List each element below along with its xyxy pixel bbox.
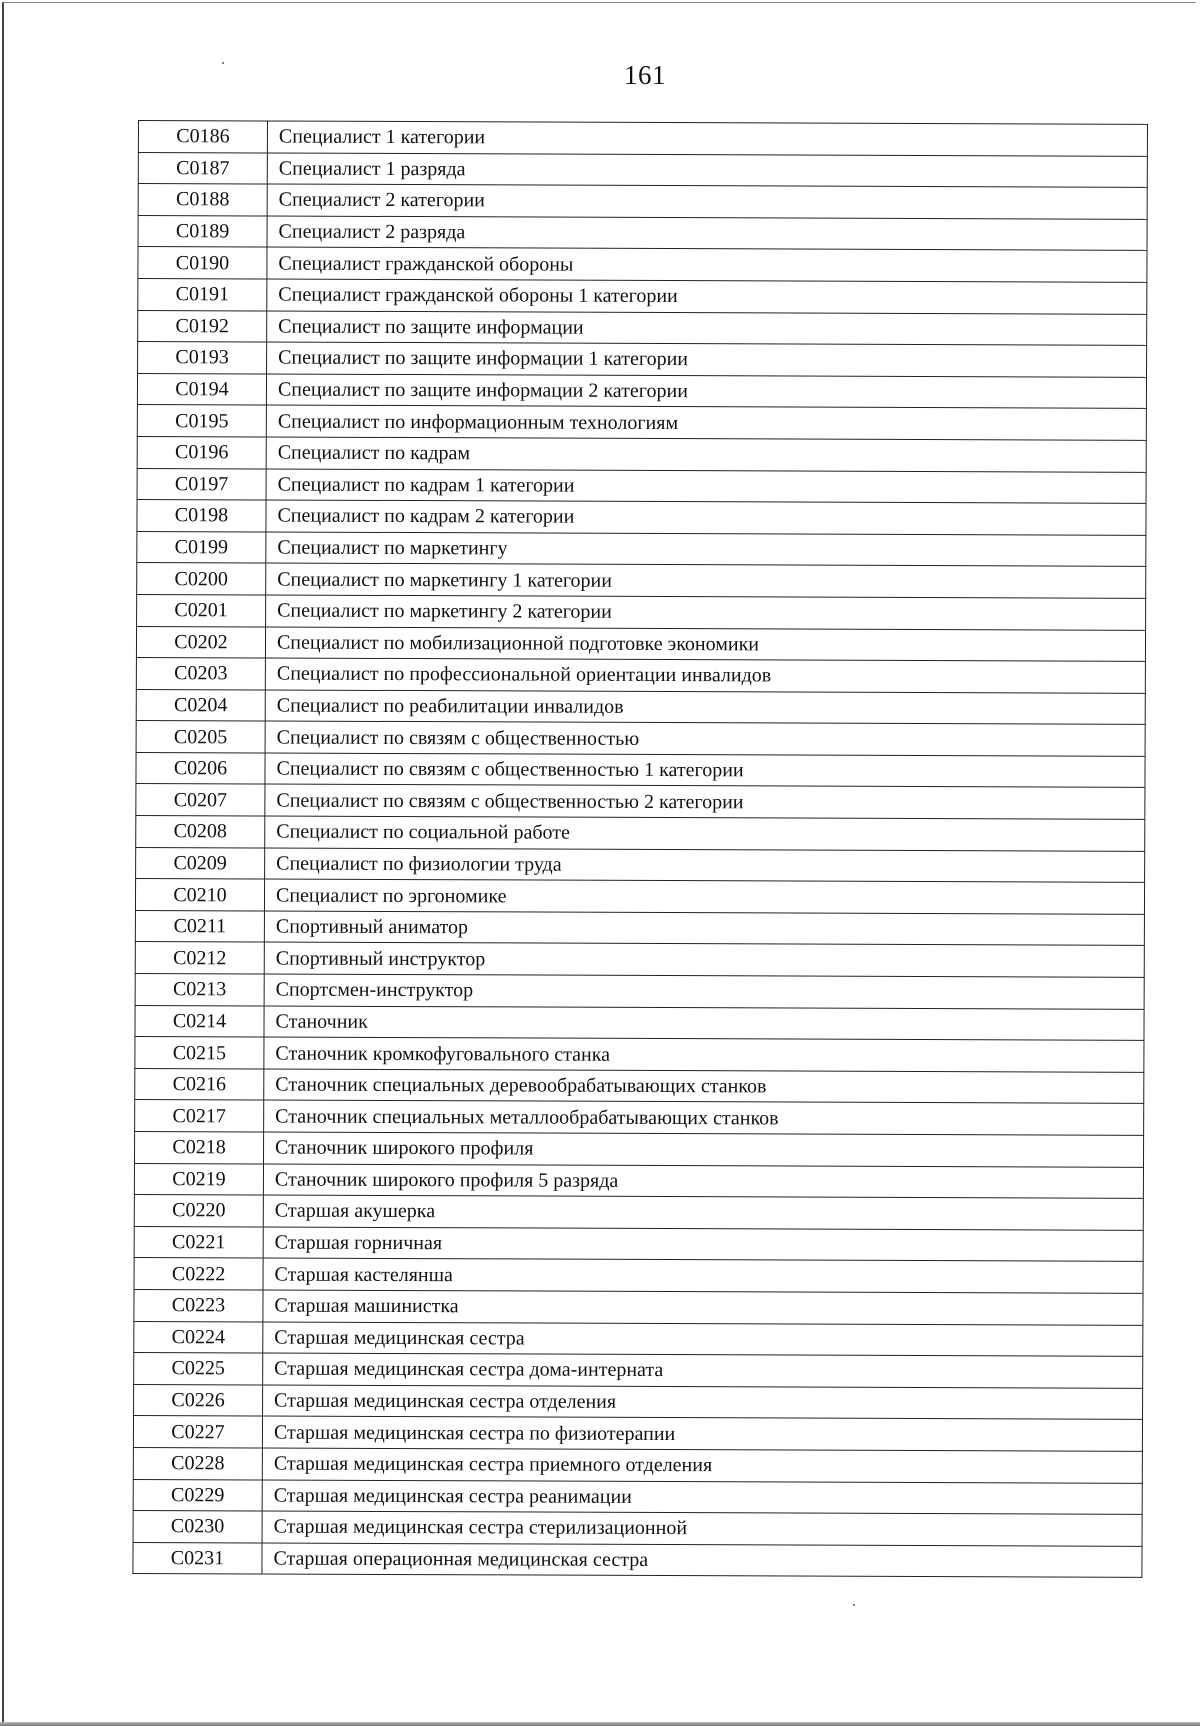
code-cell: C0210 [135,879,264,911]
table-row [138,121,1147,156]
table-row [136,847,1145,882]
profession-name-cell: Спортивный инструктор [264,942,1144,977]
table-row [137,405,1146,440]
profession-name-cell: Специалист по мобилизационной подготовке экономики [265,626,1145,661]
profession-name-cell: Станочник [264,1006,1144,1041]
code-cell: C0223 [134,1289,263,1321]
code-cell: C0215 [135,1037,264,1069]
profession-name-cell: Станочник специальных деревообрабатывающих станков [264,1069,1144,1104]
code-cell: C0230 [133,1511,262,1543]
code-cell: C0202 [136,626,265,658]
page-bottom-edge [0,1722,1200,1726]
code-cell: C0213 [135,974,264,1006]
table-row [134,1163,1143,1198]
code-cell: C0209 [136,847,265,879]
profession-name-cell: Специалист по информационным технологиям [266,405,1146,440]
profession-name-cell: Старшая акушерка [263,1195,1143,1230]
profession-name-cell: Специалист по социальной работе [265,816,1145,851]
profession-name-cell: Станочник широкого профиля 5 разряда [263,1164,1143,1199]
table-row [138,247,1147,282]
code-cell: C0201 [137,594,266,626]
table-row [135,974,1144,1009]
code-cell: C0217 [135,1100,264,1132]
profession-name-cell: Специалист по физиологии труда [265,848,1145,883]
profession-name-cell: Специалист по маркетингу [266,532,1146,567]
code-cell: C0221 [134,1226,263,1258]
profession-name-cell: Специалист по связям с общественностью 1 категории [265,753,1145,788]
code-cell: C0216 [135,1068,264,1100]
table-row [137,468,1146,503]
table-row [137,594,1146,629]
profession-name-cell: Спортивный аниматор [264,911,1144,946]
profession-name-cell: Специалист по профессиональной ориентации инвалидов [265,658,1145,693]
profession-name-cell: Старшая медицинская сестра [263,1322,1143,1357]
profession-name-cell: Старшая медицинская сестра стерилизационной [262,1511,1142,1546]
table-row [133,1542,1142,1577]
profession-name-cell: Старшая медицинская сестра дома-интерната [263,1353,1143,1388]
table-row [134,1384,1143,1419]
code-cell: C0219 [134,1163,263,1195]
code-cell: C0228 [133,1447,262,1479]
code-cell: C0198 [137,500,266,532]
code-cell: C0231 [133,1542,262,1574]
profession-name-cell: Старшая медицинская сестра по физиотерапии [262,1416,1142,1451]
table-row [135,942,1144,977]
code-cell: C0203 [136,658,265,690]
code-cell: C0190 [138,247,267,279]
profession-name-cell: Специалист гражданской обороны [267,247,1147,282]
table-row [133,1416,1142,1451]
code-cell: C0187 [138,152,267,184]
code-cell: C0220 [134,1195,263,1227]
profession-name-cell: Специалист по кадрам 2 категории [266,500,1146,535]
table-row [135,1005,1144,1040]
code-cell: C0196 [137,436,266,468]
code-cell: C0224 [134,1321,263,1353]
table-row [134,1321,1143,1356]
table-row [137,373,1146,408]
table-row [136,784,1145,819]
code-cell: C0218 [134,1131,263,1163]
scan-speck [853,1604,855,1606]
table-row [134,1289,1143,1324]
code-cell: C0186 [138,121,267,153]
profession-name-cell: Старшая медицинская сестра приемного отделения [262,1448,1142,1483]
table-row [137,436,1146,471]
table-row [136,816,1145,851]
code-cell: C0205 [136,721,265,753]
profession-name-cell: Специалист по защите информации 2 категории [266,374,1146,409]
table-row [134,1353,1143,1388]
code-cell: C0189 [138,215,267,247]
table-row [138,184,1147,219]
table-row [138,152,1147,187]
profession-name-cell: Специалист гражданской обороны 1 категории [267,279,1147,314]
table-row [136,626,1145,661]
profession-name-cell: Станочник кромкофуговального станка [264,1037,1144,1072]
table-row [138,342,1147,377]
profession-name-cell: Специалист 2 разряда [267,216,1147,251]
table-row [136,721,1145,756]
profession-name-cell: Специалист по кадрам [266,437,1146,472]
code-cell: C0193 [138,342,267,374]
code-cell: C0192 [138,310,267,342]
table-row [133,1479,1142,1514]
table-row [136,689,1145,724]
profession-code-table [132,120,1148,1578]
profession-name-cell: Старшая операционная медицинская сестра [262,1543,1142,1578]
code-cell: C0214 [135,1005,264,1037]
code-cell: C0227 [133,1416,262,1448]
code-cell: C0207 [136,784,265,816]
table-row [136,658,1145,693]
code-cell: C0208 [136,816,265,848]
table-row [137,563,1146,598]
code-cell: C0191 [138,278,267,310]
code-cell: C0212 [135,942,264,974]
profession-name-cell: Специалист по связям с общественностью 2 категории [265,784,1145,819]
scan-speck [222,62,224,64]
profession-name-cell: Специалист по реабилитации инвалидов [265,690,1145,725]
table-row [138,278,1147,313]
profession-name-cell: Старшая горничная [263,1227,1143,1262]
code-cell: C0206 [136,752,265,784]
table-row [134,1195,1143,1230]
table-row [137,531,1146,566]
table-row [135,1037,1144,1072]
profession-name-cell: Старшая медицинская сестра реанимации [262,1480,1142,1515]
code-cell: C0226 [134,1384,263,1416]
table-row [134,1226,1143,1261]
table-row [135,910,1144,945]
profession-name-cell: Специалист 1 разряда [267,153,1147,188]
profession-name-cell: Специалист по маркетингу 1 категории [266,563,1146,598]
profession-name-cell: Старшая кастелянша [263,1258,1143,1293]
code-cell: C0194 [137,373,266,405]
table-body [133,121,1148,1578]
table-row [135,1100,1144,1135]
profession-name-cell: Станочник широкого профиля [263,1132,1143,1167]
table-row [133,1447,1142,1482]
profession-name-cell: Специалист по маркетингу 2 категории [266,595,1146,630]
table-row [138,310,1147,345]
profession-name-cell: Старшая медицинская сестра отделения [263,1385,1143,1420]
profession-name-cell: Специалист по защите информации [267,311,1147,346]
page-number: 161 [624,60,666,90]
code-cell: C0188 [138,184,267,216]
profession-name-cell: Станочник специальных металлообрабатывающих станков [264,1100,1144,1135]
profession-name-cell: Специалист 1 категории [267,121,1147,156]
code-cell: C0197 [137,468,266,500]
code-cell: C0199 [137,531,266,563]
profession-name-cell: Старшая машинистка [263,1290,1143,1325]
table-row [135,1068,1144,1103]
table-row [137,500,1146,535]
table-row [136,752,1145,787]
table-row [138,215,1147,250]
code-cell: C0225 [134,1353,263,1385]
table-row [133,1511,1142,1546]
code-cell: C0204 [136,689,265,721]
table-row [135,879,1144,914]
code-cell: C0211 [135,910,264,942]
profession-name-cell: Специалист 2 категории [267,184,1147,219]
code-cell: C0222 [134,1258,263,1290]
profession-name-cell: Специалист по кадрам 1 категории [266,469,1146,504]
profession-name-cell: Спортсмен-инструктор [264,974,1144,1009]
table-row [134,1258,1143,1293]
profession-name-cell: Специалист по связям с общественностью [265,721,1145,756]
table-row [134,1131,1143,1166]
profession-name-cell: Специалист по эргономике [264,879,1144,914]
code-cell: C0229 [133,1479,262,1511]
profession-name-cell: Специалист по защите информации 1 категории [267,342,1147,377]
code-cell: C0200 [137,563,266,595]
code-cell: C0195 [137,405,266,437]
